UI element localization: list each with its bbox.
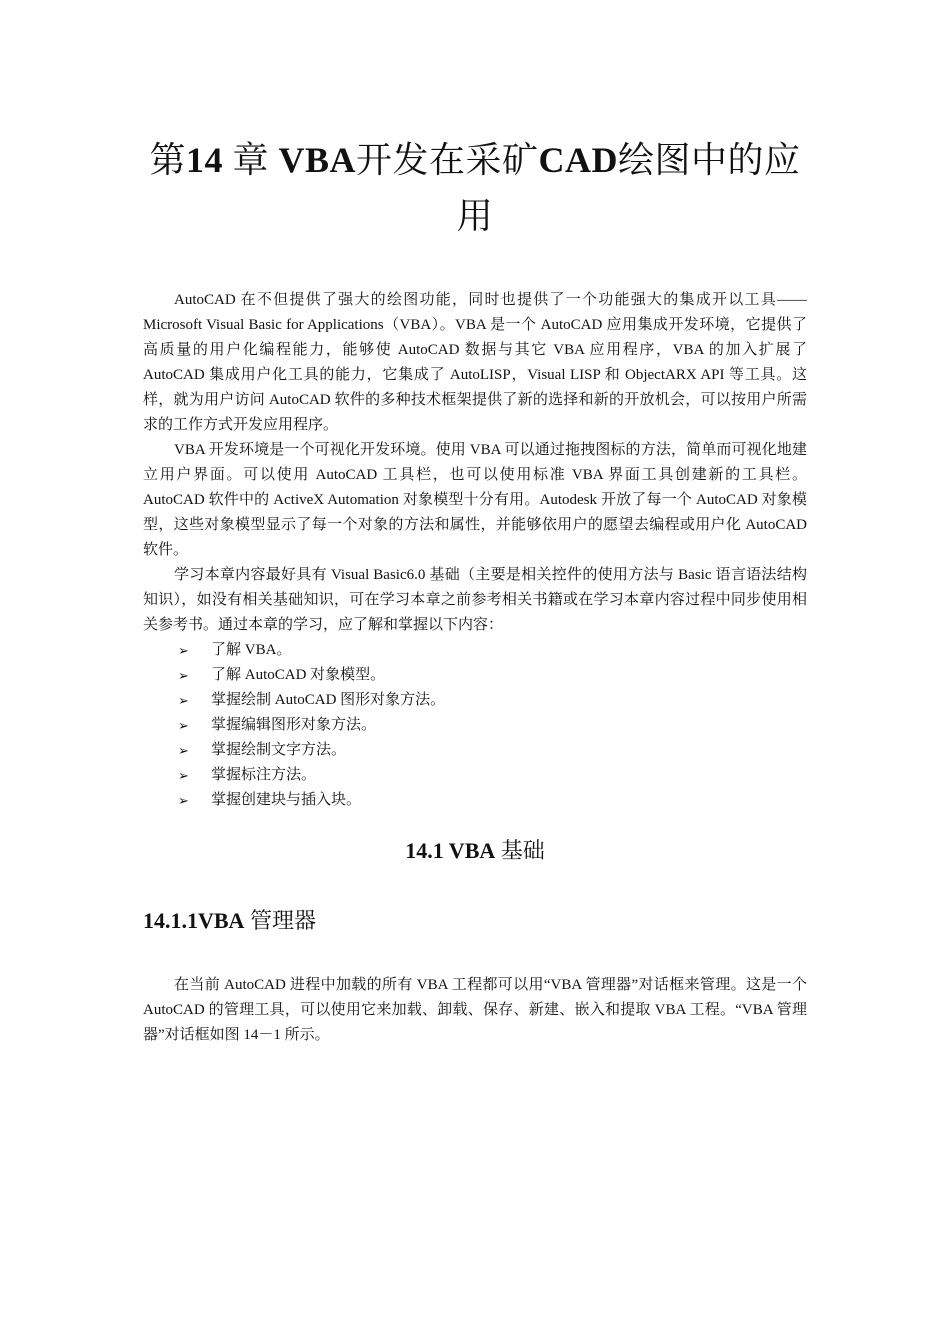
arrow-bullet-icon: ➢	[178, 718, 189, 733]
section-title-text: 基础	[500, 838, 545, 863]
list-item-text: 掌握标注方法。	[211, 767, 317, 783]
chapter-vba: VBA	[278, 140, 356, 180]
section-heading	[143, 834, 807, 868]
list-item	[143, 688, 807, 713]
arrow-bullet-icon: ➢	[178, 743, 189, 758]
vba-manager-paragraph: 在当前 AutoCAD 进程中加载的所有 VBA 工程都可以用“VBA 管理器”对话框来管理。这是一个 AutoCAD 的管理工具，可以使用它来加载、卸载、保存、新建、嵌入和提取 VBA 工程。“VBA 管理器”对话框如图 14－1 所示。	[143, 977, 807, 1043]
subsection-number: 14.1.1VBA	[143, 908, 245, 933]
list-item-text: 了解 VBA。	[211, 642, 292, 658]
intro-paragraph-2: VBA 开发环境是一个可视化开发环境。使用 VBA 可以通过拖拽图标的方法，简单而可视化地建立用户界面。可以使用 AutoCAD 工具栏，也可以使用标准 VBA 界面工具创建新的工具栏。AutoCAD 软件中的 ActiveX Automation 对象模型十分有用。Autodesk 开放了每一个 AutoCAD 对象模型，这些对象模型显示了每一个对象的方法和属性，并能够依用户的愿望去编程或用户化 AutoCAD 软件。	[143, 442, 807, 558]
list-item	[143, 663, 807, 688]
subsection-heading	[143, 904, 316, 938]
chapter-number: 14	[185, 140, 223, 180]
chapter-prefix: 第	[149, 140, 186, 180]
chapter-mid: 开发在采矿	[356, 140, 539, 180]
learning-objectives-list	[143, 638, 807, 813]
intro-body	[143, 288, 807, 813]
list-item-text: 掌握绘制 AutoCAD 图形对象方法。	[211, 692, 446, 708]
chapter-rest: 绘图中的应用	[456, 140, 801, 236]
section-number: 14.1 VBA	[405, 838, 496, 863]
chapter-title	[143, 132, 807, 244]
list-item	[143, 738, 807, 763]
arrow-bullet-icon: ➢	[178, 643, 189, 658]
list-item-text: 了解 AutoCAD 对象模型。	[211, 667, 386, 683]
list-item	[143, 788, 807, 813]
vba-manager-body	[143, 973, 807, 1048]
list-item	[143, 638, 807, 663]
chapter-cad: CAD	[538, 140, 619, 180]
arrow-bullet-icon: ➢	[178, 768, 189, 783]
intro-paragraph-3: 学习本章内容最好具有 Visual Basic6.0 基础（主要是相关控件的使用方法与 Basic 语言语法结构知识），如没有相关基础知识，可在学习本章之前参考相关书籍或在学习本章内容过程中同步使用相关参考书。通过本章的学习，应了解和掌握以下内容：	[143, 567, 807, 633]
list-item-text: 掌握绘制文字方法。	[211, 742, 347, 758]
list-item-text: 掌握编辑图形对象方法。	[211, 717, 377, 733]
subsection-title-text: 管理器	[249, 908, 316, 933]
arrow-bullet-icon: ➢	[178, 793, 189, 808]
chapter-word: 章	[232, 140, 269, 180]
list-item	[143, 763, 807, 788]
intro-paragraph-1: AutoCAD 在不但提供了强大的绘图功能，同时也提供了一个功能强大的集成开以工具——Microsoft Visual Basic for Applications（VBA）。VBA 是一个 AutoCAD 应用集成开发环境，它提供了高质量的用户化编程能力，能够使 AutoCAD 数据与其它 VBA 应用程序，VBA 的加入扩展了 AutoCAD 集成用户化工具的能力，它集成了 AutoLISP，Visual LISP 和 ObjectARX API 等工具。这样，就为用户访问 AutoCAD 软件的多种技术框架提供了新的选择和新的开放机会，可以按用户所需求的工作方式开发应用程序。	[143, 292, 807, 433]
arrow-bullet-icon: ➢	[178, 668, 189, 683]
arrow-bullet-icon: ➢	[178, 693, 189, 708]
list-item	[143, 713, 807, 738]
list-item-text: 掌握创建块与插入块。	[211, 792, 362, 808]
